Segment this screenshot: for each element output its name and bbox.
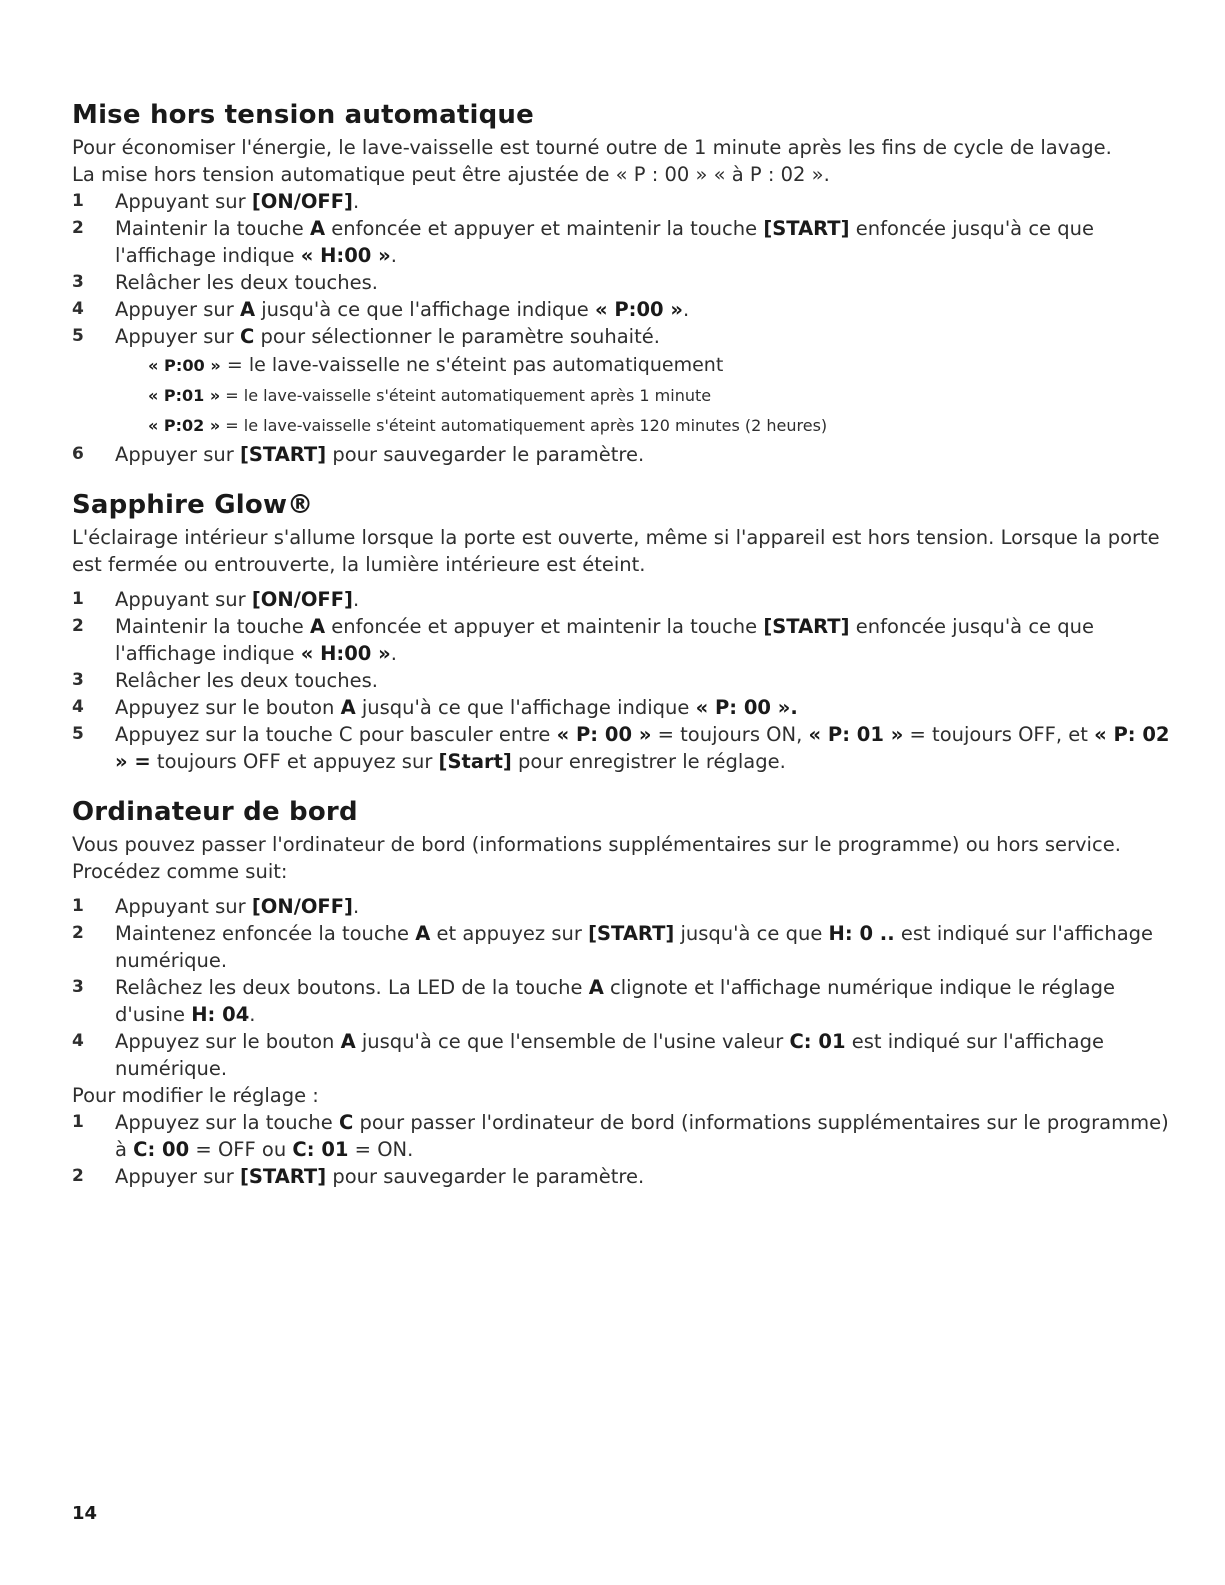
step-text: Appuyer sur [115,325,240,348]
list-item [72,721,1182,775]
step-text: Appuyez sur la touche [115,1111,339,1134]
list-item [72,1109,1182,1163]
step-number: 2 [72,616,84,636]
step-number: 2 [72,923,84,943]
list-item [72,188,1182,215]
key-label: [ON/OFF] [251,588,353,611]
section-sapphire-glow [72,490,1182,775]
key-label: C [239,325,255,348]
key-label: [START] [763,615,850,638]
option-line [72,350,1182,381]
key-label: A [309,217,326,240]
step-text: toujours OFF et appuyez sur [150,750,439,773]
section-title: Mise hors tension automatique [72,100,534,130]
list-item [72,667,1182,694]
key-label: [ON/OFF] [251,190,353,213]
step-text: = toujours OFF, et [903,723,1095,746]
step-text: Appuyez sur le bouton [115,696,341,719]
step-number: 4 [72,697,84,717]
step-text: Maintenir la touche [115,615,310,638]
page-content [72,100,1182,1212]
key-label: C [338,1111,354,1134]
step-number: 4 [72,299,84,319]
display-code: C: 01 [789,1030,846,1053]
display-code: « P: 01 » [808,723,904,746]
intro-text: Vous pouvez passer l'ordinateur de bord (informations supplémentaires sur le programme) ou hors service. Procédez comme suit: [72,833,1121,883]
key-label: A [415,922,431,945]
step-text: enfoncée jusqu'à ce que l'affichage indique [115,615,1094,665]
list-item [72,613,1182,667]
step-text: = OFF ou [189,1138,293,1161]
step-text: Relâchez les deux boutons. La LED de la touche [115,976,589,999]
display-code: « H:00 » [300,642,391,665]
step-text: Relâcher les deux touches. [115,669,378,692]
step-text: clignote et l'affichage numérique indique le réglage d'usine [115,976,1116,1026]
step-number: 1 [72,191,84,211]
list-item [72,920,1182,974]
step-text: enfoncée et appuyer et maintenir la touche [325,615,764,638]
step-list [72,893,1182,1082]
step-number: 1 [72,589,84,609]
step-number: 3 [72,272,84,292]
step-text: pour passer l'ordinateur de bord (informations supplémentaires sur le programme) à [115,1111,1169,1161]
step-text: Appuyant sur [115,588,252,611]
step-text: pour sauvegarder le paramètre. [326,1165,645,1188]
display-code: C: 01 [292,1138,349,1161]
option-line [72,381,1182,411]
intro-text: L'éclairage intérieur s'allume lorsque la porte est ouverte, même si l'appareil est hors tension. Lorsque la porte est fermée ou entrouverte, la lumière intérieure est éteint. [72,526,1160,576]
step-number: 2 [72,1166,84,1186]
step-text: pour sauvegarder le paramètre. [326,443,645,466]
list-item [72,441,1182,468]
step-text: jusqu'à ce que [674,922,829,945]
step-text: enfoncée et appuyer et maintenir la touche [325,217,764,240]
step-number: 5 [72,326,84,346]
step-text: Appuyer sur [115,1165,240,1188]
display-code: « P:00 » [148,356,221,375]
step-text: . [249,1003,256,1026]
key-label: [START] [588,922,675,945]
list-item [72,1163,1182,1190]
key-label: A [239,298,256,321]
list-item [72,296,1182,323]
step-text: pour sélectionner le paramètre souhaité. [254,325,660,348]
list-item [72,1028,1182,1082]
section-title: Sapphire Glow® [72,490,314,520]
step-text: Appuyant sur [115,190,252,213]
key-label: [ON/OFF] [251,895,353,918]
display-code: H: 04 [191,1003,250,1026]
step-text: jusqu'à ce que l'affichage indique [355,696,696,719]
step-text: . [682,298,690,321]
list-item [72,694,1182,721]
step-text: . [390,244,397,267]
list-item [72,215,1182,269]
step-text: Appuyer sur [115,298,240,321]
display-code: « P: 00 » [556,723,652,746]
intro-text: Pour économiser l'énergie, le lave-vaisselle est tourné outre de 1 minute après les fins de cycle de lavage. [72,136,1112,159]
step-text: jusqu'à ce que l'affichage indique [255,298,595,321]
display-code: « P:01 » [148,386,221,405]
display-code: « P:02 » [148,416,221,435]
option-line [72,411,1182,441]
display-code: « P: 02 » = [115,723,1170,773]
key-label: A [588,976,604,999]
step-text: . [352,588,360,611]
key-label: A [309,615,326,638]
intro-text: La mise hors tension automatique peut être ajustée de « P : 00 » « à P : 02 ». [72,163,830,186]
key-label: A [340,696,356,719]
modify-label: Pour modifier le réglage : [72,1084,319,1107]
step-text: . [352,895,360,918]
step-number: 1 [72,1112,84,1132]
section-title: Ordinateur de bord [72,797,358,827]
key-label: [START] [239,443,327,466]
option-text: = le lave-vaisselle s'éteint automatiquement après 1 minute [220,386,712,405]
option-text: = le lave-vaisselle ne s'éteint pas automatiquement [220,354,724,376]
step-number: 2 [72,218,84,238]
step-list [72,188,1182,468]
list-item [72,323,1182,350]
step-text: est indiqué sur l'affichage numérique. [115,922,1154,972]
display-code: « P:00 » [594,298,683,321]
list-item [72,974,1182,1028]
step-number: 3 [72,977,84,997]
step-text: = ON. [348,1138,414,1161]
step-text: enfoncée jusqu'à ce que l'affichage indique [115,217,1094,267]
step-text: Maintenez enfoncée la touche [115,922,416,945]
step-number: 6 [72,444,84,464]
list-item [72,586,1182,613]
section-auto-power-off [72,100,1182,468]
key-label: A [340,1030,356,1053]
display-code: « P: 00 ». [695,696,798,719]
step-list [72,1109,1182,1190]
step-text: et appuyez sur [430,922,589,945]
step-text: est indiqué sur l'affichage numérique. [115,1030,1104,1080]
step-number: 1 [72,896,84,916]
page-number: 14 [72,1503,98,1524]
key-label: [START] [239,1165,327,1188]
step-text: Appuyant sur [115,895,252,918]
display-code: H: 0 .. [828,922,895,945]
step-text: Appuyez sur le bouton [115,1030,341,1053]
step-number: 4 [72,1031,84,1051]
step-text: Appuyez sur la touche C pour basculer entre [115,723,557,746]
step-text: . [390,642,397,665]
display-code: « H:00 » [300,244,391,267]
step-text: = toujours ON, [651,723,809,746]
step-number: 3 [72,670,84,690]
key-label: [Start] [438,750,512,773]
step-number: 5 [72,724,84,744]
step-text: Relâcher les deux touches. [115,271,378,294]
step-text: jusqu'à ce que l'ensemble de l'usine valeur [355,1030,790,1053]
step-text: pour enregistrer le réglage. [511,750,786,773]
section-on-board-computer [72,797,1182,1190]
step-text: . [352,190,360,213]
step-text: Appuyer sur [115,443,240,466]
option-text: = le lave-vaisselle s'éteint automatiquement après 120 minutes (2 heures) [220,416,828,435]
step-text: Maintenir la touche [115,217,310,240]
list-item [72,269,1182,296]
key-label: [START] [763,217,850,240]
step-list [72,586,1182,775]
list-item [72,893,1182,920]
display-code: C: 00 [133,1138,190,1161]
